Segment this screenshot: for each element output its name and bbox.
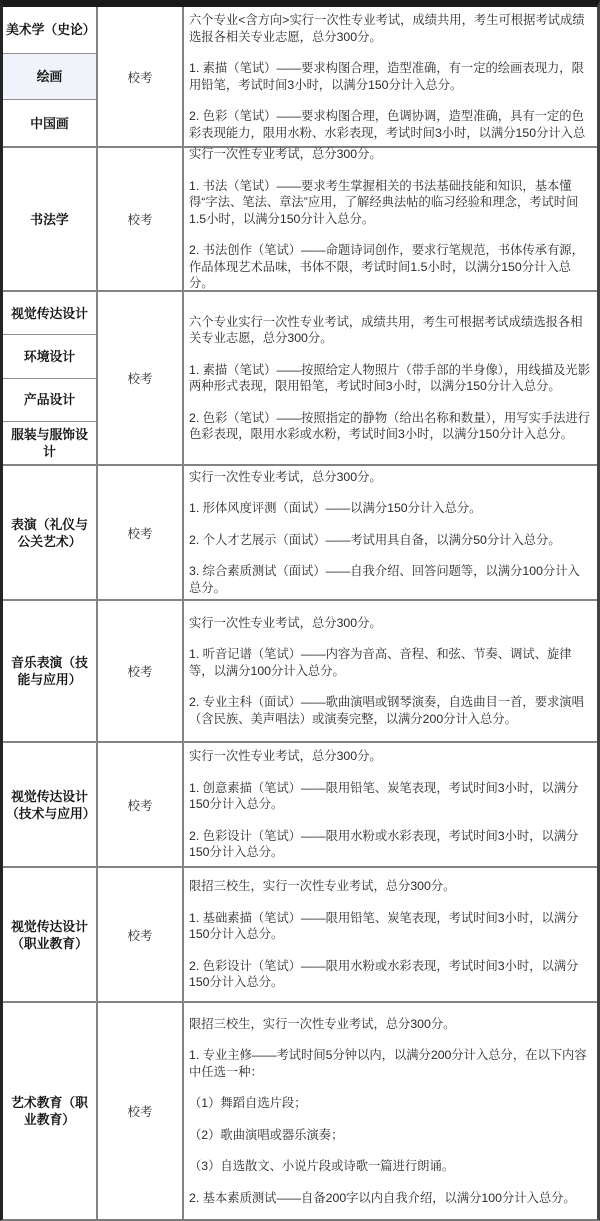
exam-description-paragraph: 1. 书法（笔试）——要求考生掌握相关的书法基础技能和知识，基本懂得“字法、笔法、章法”应用，了解经典法帖的临习经验和理念，考试时间1.5小时，以满分150分计入总分。 [189, 178, 579, 226]
exam-description-paragraph: 1. 基础素描（笔试）——限用铅笔、炭笔表现，考试时间3小时，以满分150分计入总分。 [189, 910, 579, 942]
major-name-label: 视觉传达设计（职业教育） [11, 918, 88, 951]
exam-description-paragraph: 1. 创意素描（笔试）——限用铅笔、炭笔表现，考试时间3小时，以满分150分计入总分。 [189, 780, 579, 812]
majors-cell-group [3, 148, 96, 290]
exam-description-paragraph: 2. 个人才艺展示（面试）——考试用具自备，以满分50分计入总分。 [189, 532, 561, 547]
majors-cell-group [3, 466, 96, 599]
majors-cell-group [3, 601, 96, 741]
major-name-cell [3, 100, 96, 146]
table-row [3, 868, 597, 1001]
exam-description-paragraph: 2. 色彩（笔试）——要求构图合理，色调协调，造型准确，具有一定的色彩表现能力，限用水粉、水彩表现，考试时间3小时，以满分150分计入总 [189, 109, 586, 140]
major-name-cell [3, 335, 96, 378]
exam-type-cell [98, 868, 182, 1001]
major-name-label: 环境设计 [23, 348, 76, 364]
exam-description-paragraph: 限招三校生，实行一次性专业考试，总分300分。 [189, 879, 456, 894]
exam-description-cell [184, 7, 597, 146]
major-name-label: 艺术教育（职业教育） [11, 1095, 88, 1127]
major-name-label: 美术学（史论） [6, 22, 96, 38]
exam-type-cell [98, 466, 182, 599]
exam-description-paragraph: 1. 听音记谱（笔试）——内容为音高、音程、和弦、节奏、调试、旋律等，以满分100分计入总分。 [189, 647, 572, 678]
exam-description-paragraph: 1. 素描（笔试）——按照给定人物照片（带手部的半身像），用线描及光影两种形式表现，限用铅笔，考试时间3小时，以满分150分计入总分。 [189, 362, 591, 393]
major-name-label: 视觉传达设计（技术与应用） [6, 788, 96, 821]
exam-type-cell [98, 7, 182, 146]
major-name-cell [3, 743, 96, 866]
major-name-cell [3, 422, 96, 464]
major-name-label: 中国画 [30, 115, 69, 131]
table-row [3, 466, 597, 599]
exam-description-paragraph: 1. 专业主修——考试时间5分钟以内，以满分200分计入总分，在以下内容中任选一种： [189, 1048, 587, 1079]
exam-description-paragraph: 3. 综合素质测试（面试）——自我介绍、回答问题等，以满分100分计入总分。 [189, 564, 580, 595]
major-name-cell [3, 7, 96, 54]
table-row [3, 148, 597, 290]
majors-cell-group [3, 1003, 96, 1219]
table-row [3, 1003, 597, 1219]
exam-type-cell [98, 1003, 182, 1219]
major-name-label: 产品设计 [23, 392, 76, 408]
major-name-label: 服装与服饰设计 [11, 426, 88, 459]
exam-type-label: 校考 [127, 798, 153, 813]
exam-description-cell [184, 466, 597, 599]
majors-cell-group [3, 868, 96, 1001]
major-name-label: 书法学 [30, 211, 69, 227]
exam-description-paragraph: 限招三校生，实行一次性专业考试，总分300分。 [189, 1016, 456, 1031]
major-name-cell [3, 54, 96, 101]
major-name-label: 表演（礼仪与公关艺术） [11, 516, 88, 549]
major-name-cell [3, 292, 96, 335]
exam-description-cell [184, 292, 597, 464]
exam-description-paragraph: 2. 色彩设计（笔试）——限用水粉或水彩表现，考试时间3小时，以满分150分计入总分。 [189, 958, 579, 990]
exam-description-paragraph: 2. 基本素质测试——自备200字以内自我介绍，以满分100分计入总分。 [189, 1190, 576, 1205]
exam-type-label: 校考 [127, 665, 153, 679]
exam-description-paragraph: 六个专业实行一次性专业考试，成绩共用，考生可根据考试成绩选报各相关专业志愿，总分300分。 [189, 314, 583, 345]
table-row [3, 7, 597, 146]
exam-description-paragraph: （2）歌曲演唱或器乐演奏； [189, 1127, 344, 1142]
exam-description-paragraph: 1. 形体风度评测（面试）——以满分150分计入总分。 [189, 501, 482, 516]
exam-description-paragraph: 实行一次性专业考试，总分300分。 [189, 615, 382, 630]
exam-type-label: 校考 [127, 70, 153, 85]
exam-type-label: 校考 [127, 213, 153, 227]
exam-description-paragraph: 六个专业<含方向>实行一次性专业考试，成绩共用，考生可根据考试成绩选报各相关专业志愿，总分300分。 [189, 13, 585, 44]
exam-type-label: 校考 [127, 526, 153, 541]
exam-type-label: 校考 [127, 928, 153, 943]
table-row [3, 601, 597, 741]
major-name-cell [3, 466, 96, 599]
exam-description-paragraph: 2. 色彩（笔试）——按照指定的静物（给出名称和数量），用写实手法进行色彩表现，限用水彩或水粉，考试时间3小时，以满分150分计入总分。 [189, 410, 591, 441]
exam-description-paragraph: 1. 素描（笔试）——要求构图合理，造型准确，有一定的绘画表现力，限用铅笔，考试时间3小时，以满分150分计入总分。 [189, 61, 584, 92]
major-name-cell [3, 148, 96, 290]
exam-description-cell [184, 148, 597, 290]
exam-description-paragraph: 2. 专业主科（面试）——歌曲演唱或钢琴演奏，自选曲目一首，要求演唱（含民族、美声唱法）或演奏完整，以满分200分计入总分。 [189, 695, 584, 726]
exam-description-cell [184, 1003, 597, 1219]
major-name-cell [3, 601, 96, 741]
major-name-label: 音乐表演（技能与应用） [11, 655, 88, 687]
exam-type-label: 校考 [127, 372, 153, 386]
exam-type-cell [98, 601, 182, 741]
majors-cell-group [3, 743, 96, 866]
exam-type-cell [98, 743, 182, 866]
exam-description-cell [184, 868, 597, 1001]
exam-description-paragraph: 2. 书法创作（笔试）——命题诗词创作，要求行笔规范，书体传承有源，作品体现艺术品味，书体不限，考试时间1.5小时，以满分150分计入总分。 [189, 243, 584, 291]
majors-cell-group [3, 7, 96, 146]
exam-type-cell [98, 148, 182, 290]
exam-description-paragraph: （3）自选散文、小说片段或诗歌一篇进行朗诵。 [189, 1159, 455, 1174]
major-name-label: 绘画 [36, 69, 63, 84]
major-name-cell [3, 868, 96, 1001]
table-row [3, 292, 597, 464]
major-name-cell [3, 379, 96, 422]
exam-description-paragraph: 实行一次性专业考试，总分300分。 [189, 749, 382, 764]
table-row [3, 743, 597, 866]
exam-description-paragraph: 实行一次性专业考试，总分300分。 [189, 469, 382, 484]
major-name-cell [3, 1003, 96, 1219]
exam-description-paragraph: 2. 色彩设计（笔试）——限用水粉或水彩表现，考试时间3小时，以满分150分计入总分。 [189, 828, 579, 860]
exam-description-paragraph: （1）舞蹈自选片段； [189, 1096, 307, 1111]
major-name-label: 视觉传达设计 [11, 305, 88, 321]
exam-description-cell [184, 743, 597, 866]
exam-type-cell [98, 292, 182, 464]
majors-cell-group [3, 292, 96, 464]
exam-type-label: 校考 [127, 1105, 153, 1119]
exam-description-paragraph: 实行一次性专业考试，总分300分。 [189, 147, 382, 162]
exam-description-cell [184, 601, 597, 741]
